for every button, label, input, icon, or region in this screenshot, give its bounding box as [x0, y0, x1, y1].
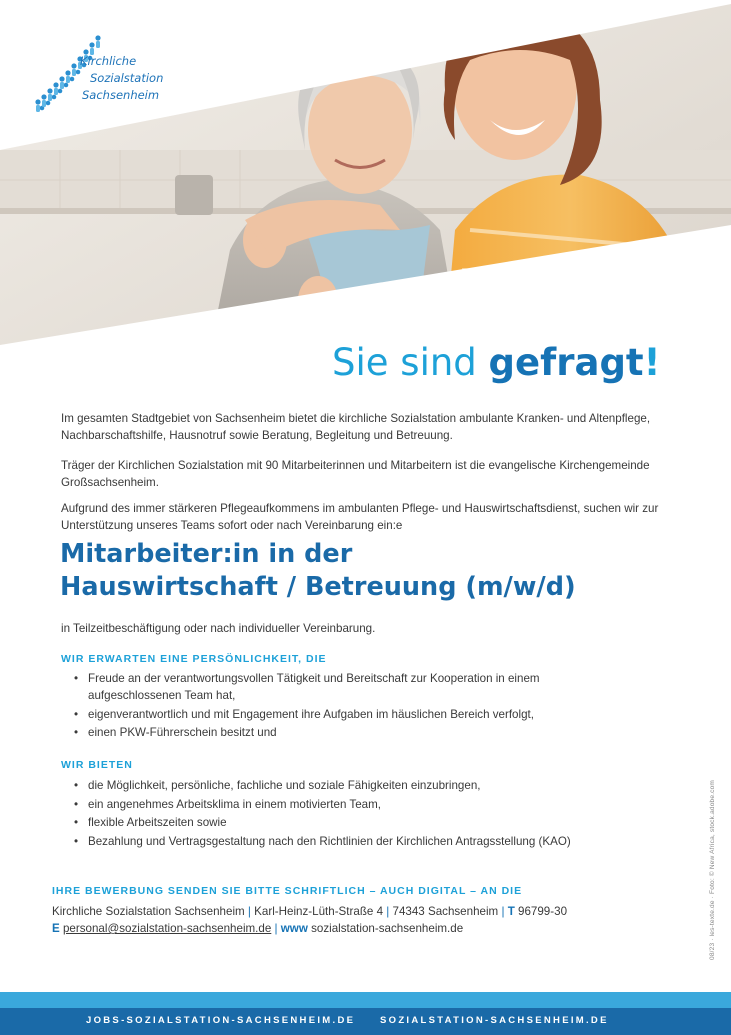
- expect-heading: WIR ERWARTEN EINE PERSÖNLICHKEIT, DIE: [61, 653, 327, 665]
- list-item: • eigenverantwortlich und mit Engagement ihre Aufgaben im häuslichen Bereich verfolgt,: [74, 706, 694, 723]
- contact-phone[interactable]: 96799-30: [518, 905, 568, 918]
- footer-site-link[interactable]: SOZIALSTATION-SACHSENHEIM.DE: [380, 1015, 609, 1026]
- logo-line-3: Sachsenheim: [82, 88, 160, 102]
- intro-paragraph-2: Träger der Kirchlichen Sozialstation mit 90 Mitarbeiterinnen und Mitarbeitern ist die evangelische Kirchengemeinde Großsachsenheim.: [61, 459, 650, 489]
- job-conditions: in Teilzeitbeschäftigung oder nach individueller Vereinbarung.: [61, 622, 376, 635]
- list-item: • Bezahlung und Vertragsgestaltung nach den Richtlinien der Kirchlichen Antragsstellung (KAO): [74, 833, 694, 850]
- intro-paragraph-3: Aufgrund des immer stärkeren Pflegeaufkommens im ambulanten Pflege- und Hauswirtschaftsdienst, suchen wir zur Unterstützung unseres Teams sofort oder nach Vereinbarung ein:e: [61, 502, 659, 532]
- offer-heading: WIR BIETEN: [61, 759, 133, 771]
- photo-credit: 08/23 · les-texte.de · Foto: © New Africa, stock.adobe.com: [709, 779, 716, 960]
- contact-city: 74343 Sachsenheim: [392, 905, 499, 918]
- logo-line-1: Kirchliche: [80, 54, 137, 68]
- website-link[interactable]: sozialstation-sachsenheim.de: [311, 922, 464, 935]
- email-label: E: [52, 922, 60, 935]
- email-link[interactable]: personal@sozialstation-sachsenheim.de: [62, 922, 272, 935]
- list-item: • die Möglichkeit, persönliche, fachliche und soziale Fähigkeiten einzubringen,: [74, 777, 694, 794]
- headline-part-2: gefragt: [488, 341, 644, 384]
- contact-address: Kirchliche Sozialstation Sachsenheim | Karl-Heinz-Lüth-Straße 4 | 74343 Sachsenheim | T 96799-30: [52, 905, 568, 918]
- expect-list: [74, 670, 694, 743]
- application-heading: IHRE BEWERBUNG SENDEN SIE BITTE SCHRIFTLICH – AUCH DIGITAL – AN DIE: [52, 885, 523, 897]
- headline: [332, 338, 661, 388]
- intro-paragraph-1: Im gesamten Stadtgebiet von Sachsenheim bietet die kirchliche Sozialstation ambulante Kranken- und Altenpflege, Nachbarschaftshilfe, Hausnotruf sowie Beratung, Begleitung und Betreuung.: [61, 412, 651, 442]
- footer-jobs-link[interactable]: JOBS-SOZIALSTATION-SACHSENHEIM.DE: [86, 1015, 356, 1026]
- list-item: • flexible Arbeitszeiten sowie: [74, 814, 694, 831]
- headline-part-3: !: [643, 341, 661, 384]
- list-item: • Freude an der verantwortungsvollen Tätigkeit und Bereitschaft zur Kooperation in einem aufgeschlossenen Team hat,: [74, 670, 579, 704]
- logo: [32, 28, 182, 118]
- headline-part-1: Sie sind: [332, 341, 489, 384]
- offer-list: [74, 777, 694, 851]
- job-title-line-2: Hauswirtschaft / Betreuung (m/w/d): [60, 572, 576, 602]
- contact-online: E personal@sozialstation-sachsenheim.de | www sozialstation-sachsenheim.de: [52, 922, 464, 935]
- contact-street: Karl-Heinz-Lüth-Straße 4: [254, 905, 384, 918]
- phone-label: T: [507, 905, 515, 918]
- web-label: www: [280, 922, 308, 935]
- footer-stripe: [0, 992, 731, 1008]
- job-title: [60, 538, 700, 604]
- list-item: • einen PKW-Führerschein besitzt und: [74, 724, 694, 741]
- job-title-line-1: Mitarbeiter:in in der: [60, 539, 353, 569]
- list-item: • ein angenehmes Arbeitsklima in einem motivierten Team,: [74, 796, 694, 813]
- logo-line-2: Sozialstation: [90, 71, 164, 85]
- contact-org: Kirchliche Sozialstation Sachsenheim: [52, 905, 245, 918]
- footer-bar: [0, 1008, 731, 1035]
